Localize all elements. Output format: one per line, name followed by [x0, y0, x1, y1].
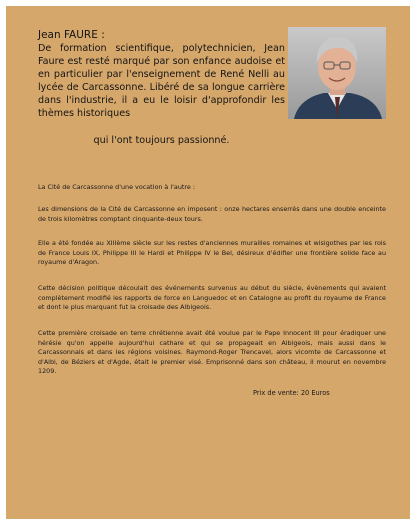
- author-name: Jean FAURE :: [38, 29, 105, 41]
- author-portrait: [288, 27, 386, 119]
- paragraph-crusade: Cette première croisade en terre chrétienne avait été voulue par le Pape Innocent III pour éradiquer une hérésie qu'on appelle aujourd'hui cathare et qui se propageait en Albigeois, mais aussi dans le Carcassonnais et dans les régions voisines. Raymond-Roger Trencavel, alors vicomte de Carcassonne et d'Albi, de Béziers et d'Agde, était le premier visé. Emprisonné dans son château, il mourut en novembre 1209.: [38, 329, 386, 376]
- paragraph-foundation: Elle a été fondée au XIIIème siècle sur les restes d'anciennes murailles romaines et wisigothes par les rois de France Louis IX, Philippe III le Hardi et Philippe IV le Bel, désireux d'édifier une frontière solide face au royaume d'Aragon.: [38, 239, 386, 267]
- portrait-photo-icon: [288, 27, 386, 119]
- author-bio: De formation scientifique, polytechnicien, Jean Faure est resté marqué par son enfance audoise et en particulier par l'enseignement de René Nelli au lycée de Carcassonne. Libéré de sa longue carrière dans l'industrie, il a eu le loisir d'approfondir les thèmes historiques: [38, 43, 285, 120]
- author-bio-last-line: qui l'ont toujours passionné.: [93, 135, 230, 146]
- price-label: Prix de vente: 20 Euros: [253, 389, 330, 397]
- paragraph-political-decision: Cette décision politique découlait des événements survenus au début du siècle, évènements qui avaient complètement modifié les rapports de force en Languedoc et en Catalogne au profit du royaume de France et dont le plus marquant fut la croisade des Albigeois.: [38, 284, 386, 312]
- section-heading: La Cité de Carcassonne d'une vocation à l'autre :: [38, 183, 195, 191]
- paragraph-dimensions: Les dimensions de la Cité de Carcassonne en imposent : onze hectares enserrés dans une double enceinte de trois kilomètres comptant cinquante-deux tours.: [38, 205, 386, 223]
